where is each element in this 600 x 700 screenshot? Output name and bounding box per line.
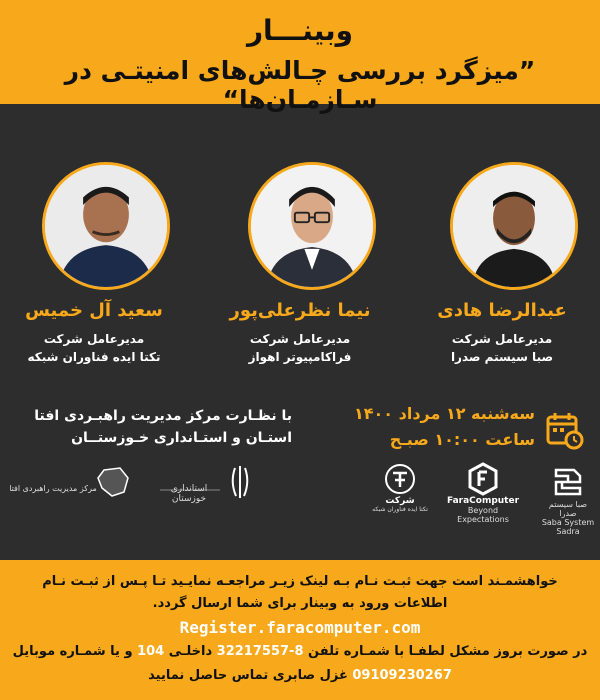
saba-logo bbox=[540, 464, 596, 536]
support-text-c: و یا شمـاره موبایل bbox=[12, 644, 133, 659]
speaker-card-1 bbox=[412, 150, 592, 380]
saba-logo-fa: صبا سیستم صدرا bbox=[548, 500, 588, 518]
faracomputer-name: FaraComputer bbox=[446, 496, 520, 506]
afta-logo bbox=[8, 462, 136, 516]
faracomputer-logo-icon bbox=[466, 462, 500, 496]
webinar-title: وبینـــار bbox=[246, 14, 354, 47]
register-link[interactable]: Register.faracomputer.com bbox=[179, 618, 421, 637]
webinar-subtitle: ”میزگرد بررسی چـالش‌های امنیتـی در سـازمـان‌ها“ bbox=[64, 56, 536, 114]
support-contact-name: غزل صابری تماس حاصل نمایید bbox=[148, 668, 348, 683]
afta-name: مرکز مدیریت راهبردی افتا bbox=[9, 484, 97, 493]
footer-instruction-1: خواهشمـند است جهت ثبـت نـام بـه لینک زیـر مراجعـه نمایـید تـا پـس از ثبـت نـام bbox=[42, 574, 558, 589]
iran-map-icon bbox=[8, 462, 136, 502]
speaker-1-name: عبدالرضا هادی bbox=[437, 300, 567, 321]
footer-support-line bbox=[10, 644, 590, 659]
saba-logo-en: Saba System Sadra bbox=[541, 518, 595, 536]
footer-banner bbox=[0, 560, 600, 700]
speaker-card-3 bbox=[4, 150, 184, 380]
faracomputer-logo bbox=[446, 462, 520, 524]
takta-subtitle: تکتا ایده فناوران شبکه bbox=[372, 506, 428, 513]
footer-contact-line bbox=[10, 668, 590, 683]
speaker-card-2 bbox=[210, 150, 390, 380]
ostandari-logo bbox=[150, 462, 270, 516]
support-text-a: در صورت بروز مشکل لطفـا با شمـاره تلفن bbox=[308, 644, 588, 659]
faracomputer-tagline: Beyond Expectations bbox=[457, 506, 509, 524]
speaker-2-role: مدیرعامل شرکت bbox=[249, 332, 351, 346]
speaker-1-photo bbox=[450, 162, 578, 290]
takta-name: شرکت bbox=[385, 496, 415, 506]
event-date: سه‌شنبه ۱۲ مرداد ۱۴۰۰ bbox=[353, 404, 535, 423]
speaker-1-role: مدیرعامل شرکت bbox=[451, 332, 553, 346]
speaker-3-org: تکتا ایده فناوران شبکه bbox=[27, 350, 161, 364]
speaker-3-photo bbox=[42, 162, 170, 290]
speaker-1-org: صبا سیستم صدرا bbox=[450, 350, 554, 364]
support-mobile: 09109230267 bbox=[352, 668, 452, 683]
support-extension: 104 bbox=[137, 644, 165, 659]
calendar-clock-icon bbox=[545, 410, 585, 450]
support-phone: 8-32217557 bbox=[216, 644, 304, 659]
saba-logo-icon bbox=[550, 464, 586, 500]
supervision-line-2: استـان و استـانداری خـوزستــان bbox=[71, 430, 292, 446]
event-time: ساعت ۱۰:۰۰ صبـح bbox=[389, 430, 535, 449]
ostandari-name: استانداری خوزستان bbox=[170, 484, 208, 504]
header-banner bbox=[0, 0, 600, 114]
takta-logo bbox=[370, 462, 430, 513]
speaker-3-role: مدیرعامل شرکت bbox=[43, 332, 145, 346]
takta-logo-icon bbox=[383, 462, 417, 496]
speaker-3-name: سعید آل خمیس bbox=[25, 300, 163, 321]
speaker-2-name: نیما نظرعلی‌پور bbox=[229, 300, 371, 321]
support-text-b: داخلـی bbox=[168, 644, 213, 659]
speaker-2-org: فراکامپیوتر اهواز bbox=[248, 350, 352, 364]
speaker-2-photo bbox=[248, 162, 376, 290]
footer-instruction-2: اطلاعات ورود به وبینار برای شما ارسال گردد. bbox=[152, 596, 448, 611]
supervision-line-1: با نظـارت مرکز مدیریت راهبـردی افتا bbox=[34, 408, 292, 424]
